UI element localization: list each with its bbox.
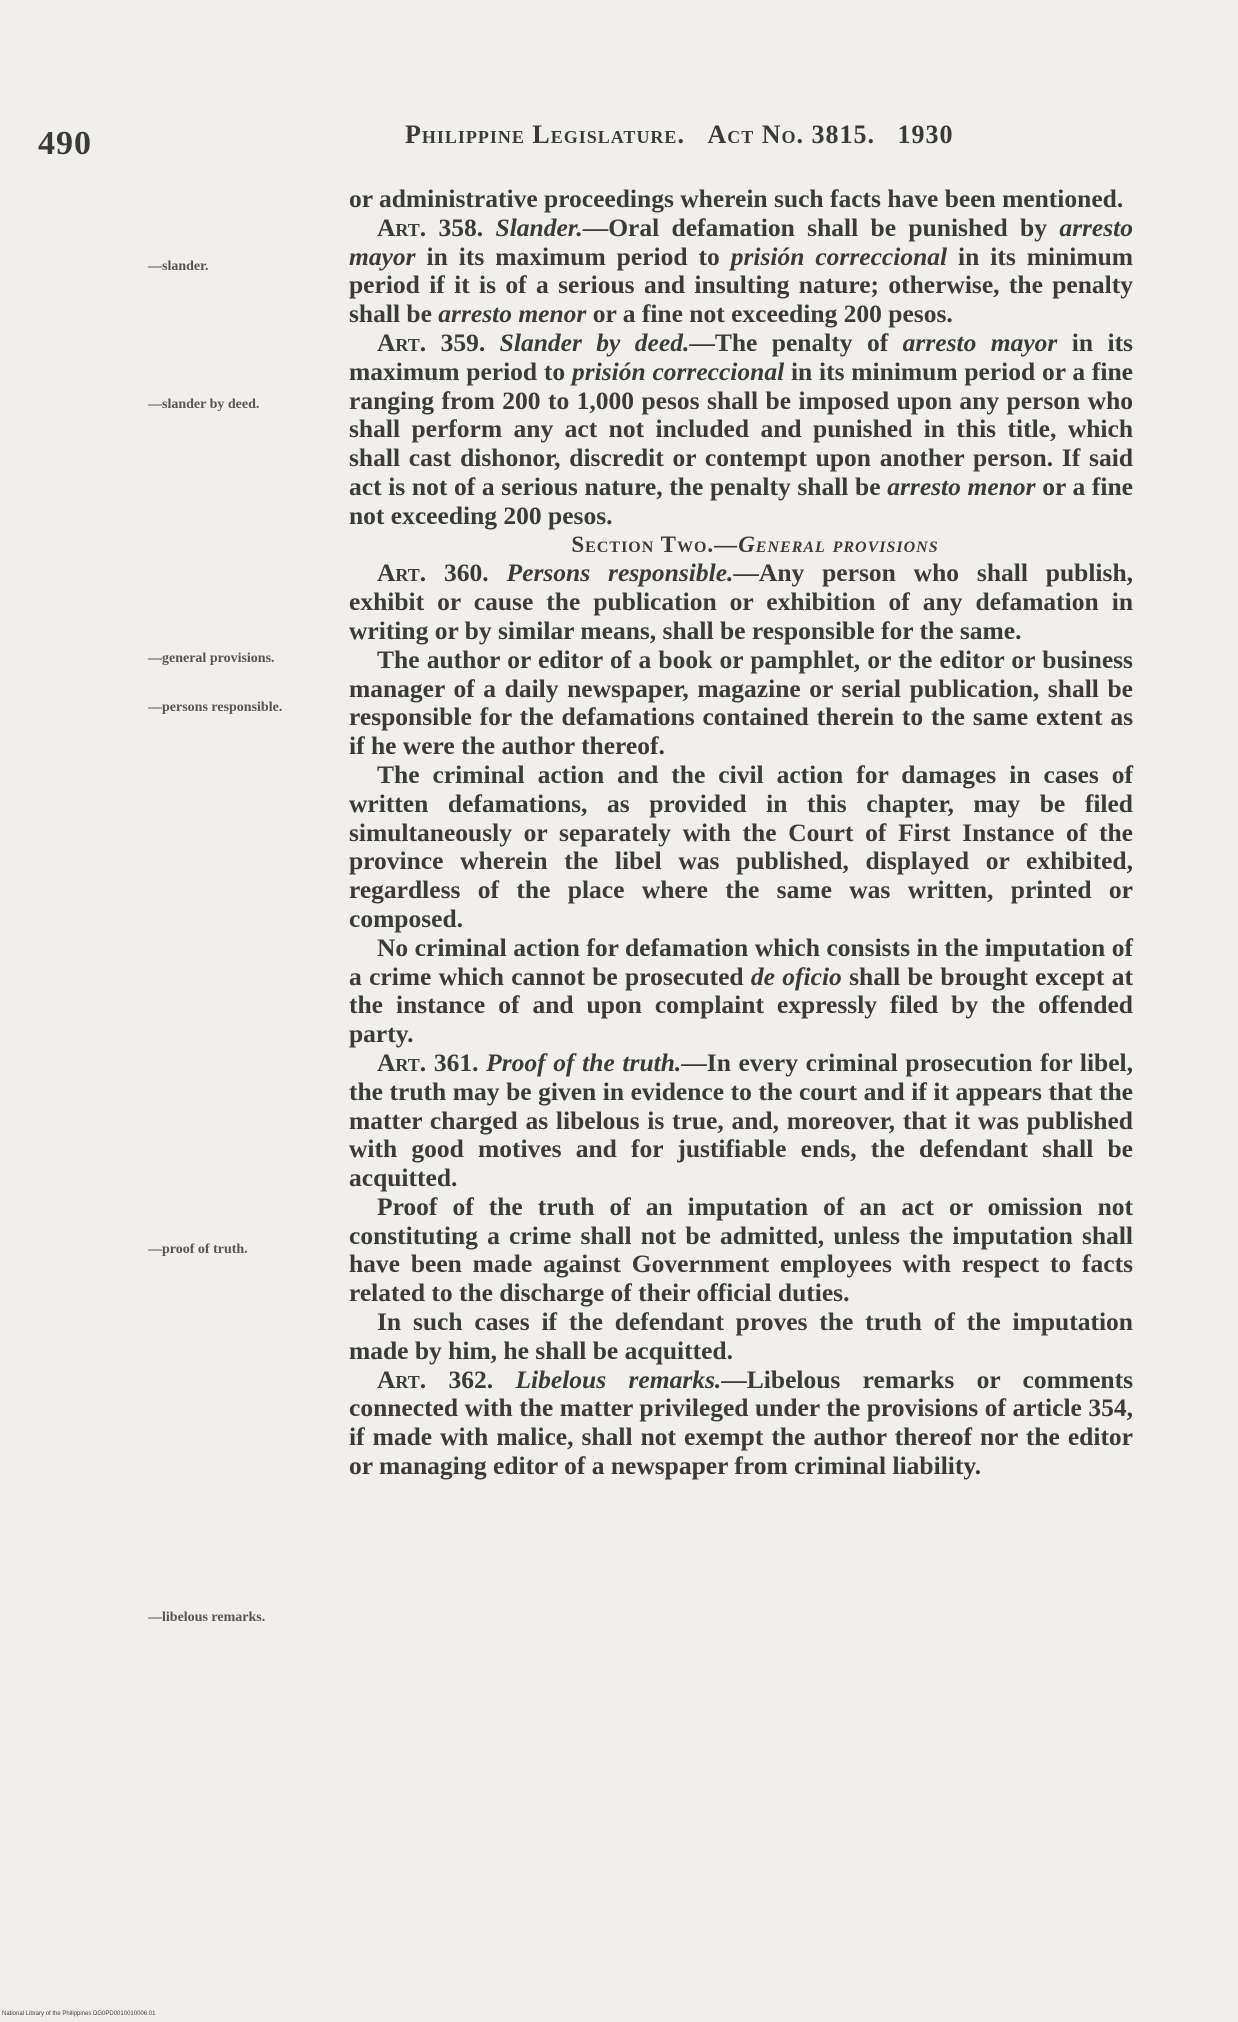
page-number: 490 (38, 125, 92, 162)
running-title: Philippine Legislature. (405, 120, 685, 149)
article-359: Art. 359. Slander by deed.—The penalty of arresto mayor in its maximum period to prisión correccional in its minimum period or a fine ranging from 200 to 1,000 pesos shall be imposed upon any person who shall perform any act not included and punished in this title, which shall cast dishonor, discredit or contempt upon another person. If said act is not of a serious nature, the penalty shall be arresto menor or a fine not exceeding 200 pesos. (349, 327, 1134, 530)
paragraph: The author or editor of a book or pamphlet, or the editor or business manager of a daily newspaper, magazine or serial publication, shall be responsible for the defamations contained therein to the same extent as if he were the author thereof. (349, 644, 1133, 761)
paragraph: Proof of the truth of an imputation of an act or omission not constituting a crime shall not be admitted, unless the imputation shall have been made against Government employees with respect to facts related to the discharge of their official duties. (349, 1191, 1133, 1308)
side-note-slander-by-deed: —slander by deed. (148, 397, 260, 412)
article-label: Art. 360. (377, 558, 489, 588)
side-note-general-provisions: —general provisions. (148, 651, 275, 666)
article-label: Art. 359. (377, 327, 486, 357)
article-title: Slander by deed. (499, 327, 690, 357)
article-title: Proof of the truth. (486, 1047, 682, 1077)
section-heading: Section Two.—General provisions (571, 531, 939, 557)
year: 1930 (897, 120, 954, 149)
side-note-persons-responsible: —persons responsible. (148, 700, 283, 715)
article-title: Persons responsible. (506, 558, 734, 588)
side-note-libelous-remarks: —libelous remarks. (148, 1610, 266, 1625)
article-title: Libelous remarks. (515, 1364, 722, 1394)
article-label: Art. 361. (377, 1047, 479, 1077)
running-head (405, 120, 1065, 150)
paragraph: The criminal action and the civil action for damages in cases of written defamations, as provided in this chapter, may be filed simultaneously or separately with the Court of First Instance of the province wherein the libel was published, displayed or exhibited, regardless of the place where the same was written, printed or composed. (349, 759, 1133, 933)
side-note-slander: —slander. (148, 259, 209, 274)
body-text (349, 185, 1133, 1481)
paragraph: No criminal action for defamation which consists in the imputation of a crime which cannot be prosecuted de oficio shall be brought except at the instance of and upon complaint expressly filed by the offended party. (349, 932, 1133, 1049)
act-number: Act No. 3815. (707, 120, 876, 149)
article-label: Art. 358. (377, 212, 484, 242)
article-360: Art. 360. Persons responsible.—Any person who shall publish, exhibit or cause the publication or exhibition of any defamation in writing or by similar means, shall be responsible for the same. (349, 558, 1133, 645)
paragraph-continuation: or administrative proceedings wherein such facts have been mentioned. (349, 184, 1124, 213)
article-title: Slander. (495, 212, 583, 242)
article-label: Art. 362. (377, 1364, 494, 1394)
article-362: Art. 362. Libelous remarks.—Libelous remarks or comments connected with the matter privileged under the provisions of article 354, if made with malice, shall not exempt the author thereof nor the editor or managing editor of a newspaper from criminal liability. (349, 1364, 1134, 1481)
article-361: Art. 361. Proof of the truth.—In every criminal prosecution for libel, the truth may be given in evidence to the court and if it appears that the matter charged as libelous is true, and, moreover, that it was published with good motives and for justifiable ends, the defendant shall be acquitted. (349, 1047, 1133, 1193)
side-note-proof-of-truth: —proof of truth. (148, 1242, 248, 1257)
footer-credit: National Library of the Philippines DG0PD0010010006.01 (2, 2011, 156, 2017)
article-358: Art. 358. Slander.—Oral defamation shall be punished by arresto mayor in its maximum period to prisión correccional in its minimum period if it is of a serious and insulting nature; otherwise, the penalty shall be arresto menor or a fine not exceeding 200 pesos. (349, 212, 1134, 329)
paragraph: In such cases if the defendant proves the truth of the imputation made by him, he shall be acquitted. (349, 1307, 1133, 1365)
